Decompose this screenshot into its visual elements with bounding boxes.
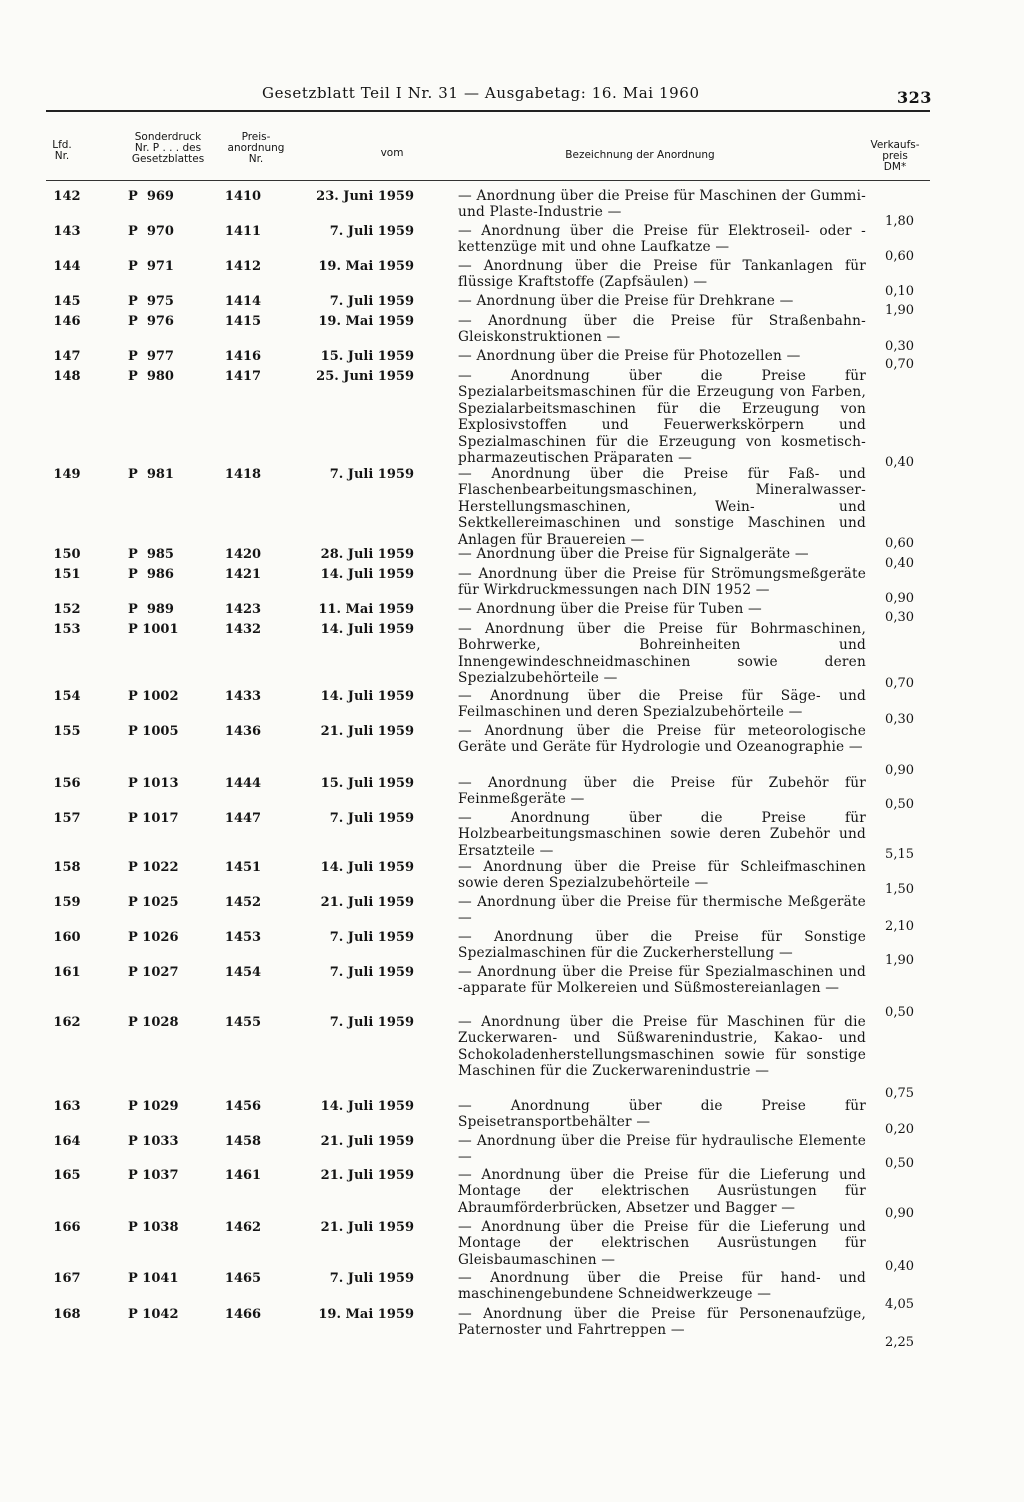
column-header-preisanordnung: Preis- anordnung Nr. xyxy=(227,131,285,165)
price-cell: 2,10 xyxy=(885,919,914,934)
row-number: 162 xyxy=(53,1015,81,1030)
date-cell: 7. Juli 1959 xyxy=(329,930,414,945)
ordinance-description: — Anordnung über die Preise für Speisetransportbehälter — xyxy=(458,1098,866,1131)
ordinance-description: — Anordnung über die Preise für Signalgeräte — xyxy=(458,546,809,562)
date-cell: 11. Mai 1959 xyxy=(318,602,414,617)
row-number: 161 xyxy=(53,965,81,980)
date-cell: 14. Juli 1959 xyxy=(320,860,414,875)
sonderdruck-number: P 1037 xyxy=(128,1168,179,1183)
sonderdruck-number: P 1002 xyxy=(128,689,179,704)
price-cell: 0,40 xyxy=(885,455,914,470)
preisanordnung-number: 1418 xyxy=(224,467,262,482)
page-number: 323 xyxy=(897,88,932,107)
sonderdruck-number: P 1027 xyxy=(128,965,179,980)
date-cell: 21. Juli 1959 xyxy=(320,1168,414,1183)
sonderdruck-number: P 1001 xyxy=(128,622,179,637)
date-cell: 7. Juli 1959 xyxy=(329,965,414,980)
sonderdruck-number: P 1029 xyxy=(128,1099,179,1114)
date-cell: 19. Mai 1959 xyxy=(318,259,414,274)
row-number: 154 xyxy=(53,689,81,704)
price-cell: 0,40 xyxy=(885,1259,914,1274)
sonderdruck-number: P 969 xyxy=(128,189,174,204)
preisanordnung-number: 1411 xyxy=(224,224,262,239)
sonderdruck-number: P 1038 xyxy=(128,1220,179,1235)
ordinance-description: — Anordnung über die Preise für Straßenbahn-Gleiskonstruktionen — xyxy=(458,313,866,346)
date-cell: 7. Juli 1959 xyxy=(329,1271,414,1286)
price-cell: 0,75 xyxy=(885,1086,914,1101)
row-number: 167 xyxy=(53,1271,81,1286)
sonderdruck-number: P 980 xyxy=(128,369,174,384)
row-number: 168 xyxy=(53,1307,81,1322)
ordinance-description: — Anordnung über die Preise für die Lieferung und Montage der elektrischen Ausrüstungen für Abraumförderbrücken, Absetzer und Bagger — xyxy=(458,1167,866,1216)
row-number: 146 xyxy=(53,314,81,329)
sonderdruck-number: P 1041 xyxy=(128,1271,179,1286)
sonderdruck-number: P 989 xyxy=(128,602,174,617)
column-header-bezeichnung: Bezeichnung der Anordnung xyxy=(565,149,715,161)
sonderdruck-number: P 1005 xyxy=(128,724,179,739)
preisanordnung-number: 1461 xyxy=(224,1168,262,1183)
row-number: 143 xyxy=(53,224,81,239)
sonderdruck-number: P 985 xyxy=(128,547,174,562)
price-cell: 0,30 xyxy=(885,610,914,625)
row-number: 166 xyxy=(53,1220,81,1235)
row-number: 153 xyxy=(53,622,81,637)
preisanordnung-number: 1414 xyxy=(224,294,262,309)
price-cell: 0,50 xyxy=(885,797,914,812)
ordinance-description: — Anordnung über die Preise für Drehkrane — xyxy=(458,293,794,309)
price-cell: 0,70 xyxy=(885,676,914,691)
preisanordnung-number: 1453 xyxy=(224,930,262,945)
preisanordnung-number: 1436 xyxy=(224,724,262,739)
ordinance-description: — Anordnung über die Preise für Bohrmaschinen, Bohrwerke, Bohreinheiten und Innengewindeschneidmaschinen sowie deren Spezialzubehörteile — xyxy=(458,621,866,687)
ordinance-description: — Anordnung über die Preise für Spezialarbeitsmaschinen für die Erzeugung von Farben, Spezialarbeitsmaschinen für die Erzeugung von Explosivstoffen und Feuerwerkskörpern und Spezialmaschinen für die Erzeugung von kosmetisch-pharmazeutischen Präparaten — xyxy=(458,368,866,467)
column-header-vom: vom xyxy=(380,147,404,159)
preisanordnung-number: 1452 xyxy=(224,895,262,910)
date-cell: 7. Juli 1959 xyxy=(329,467,414,482)
sonderdruck-number: P 1017 xyxy=(128,811,179,826)
ordinance-description: — Anordnung über die Preise für Spezialmaschinen und -apparate für Molkereien und Süßmostereianlagen — xyxy=(458,964,866,997)
preisanordnung-number: 1410 xyxy=(224,189,262,204)
row-number: 158 xyxy=(53,860,81,875)
date-cell: 14. Juli 1959 xyxy=(320,622,414,637)
ordinance-description: — Anordnung über die Preise für Zubehör für Feinmeßgeräte — xyxy=(458,775,866,808)
price-cell: 0,10 xyxy=(885,284,914,299)
date-cell: 7. Juli 1959 xyxy=(329,224,414,239)
ordinance-description: — Anordnung über die Preise für Faß- und Flaschenbearbeitungsmaschinen, Mineralwasser-Herstellungsmaschinen, Wein- und Sektkellereimaschinen und sonstige Maschinen und Anlagen für Brauereien — xyxy=(458,466,866,548)
row-number: 142 xyxy=(53,189,81,204)
date-cell: 7. Juli 1959 xyxy=(329,1015,414,1030)
sonderdruck-number: P 1028 xyxy=(128,1015,179,1030)
row-number: 147 xyxy=(53,349,81,364)
preisanordnung-number: 1447 xyxy=(224,811,262,826)
date-cell: 21. Juli 1959 xyxy=(320,724,414,739)
preisanordnung-number: 1423 xyxy=(224,602,262,617)
date-cell: 21. Juli 1959 xyxy=(320,1134,414,1149)
preisanordnung-number: 1444 xyxy=(224,776,262,791)
price-cell: 4,05 xyxy=(885,1297,914,1312)
preisanordnung-number: 1456 xyxy=(224,1099,262,1114)
row-number: 155 xyxy=(53,724,81,739)
ordinance-description: — Anordnung über die Preise für Elektroseil- oder -kettenzüge mit und ohne Laufkatze — xyxy=(458,223,866,256)
row-number: 159 xyxy=(53,895,81,910)
ordinance-description: — Anordnung über die Preise für Sonstige Spezialmaschinen für die Zuckerherstellung — xyxy=(458,929,866,962)
ordinance-description: — Anordnung über die Preise für hydraulische Elemente — xyxy=(458,1133,866,1166)
price-cell: 1,80 xyxy=(885,214,914,229)
sonderdruck-number: P 1033 xyxy=(128,1134,179,1149)
preisanordnung-number: 1462 xyxy=(224,1220,262,1235)
sonderdruck-number: P 970 xyxy=(128,224,174,239)
row-number: 160 xyxy=(53,930,81,945)
date-cell: 25. Juni 1959 xyxy=(316,369,414,384)
sonderdruck-number: P 975 xyxy=(128,294,174,309)
date-cell: 15. Juli 1959 xyxy=(320,776,414,791)
sonderdruck-number: P 1013 xyxy=(128,776,179,791)
price-cell: 1,90 xyxy=(885,303,914,318)
preisanordnung-number: 1465 xyxy=(224,1271,262,1286)
row-number: 148 xyxy=(53,369,81,384)
ordinance-description: — Anordnung über die Preise für Personenaufzüge, Paternoster und Fahrtreppen — xyxy=(458,1306,866,1339)
row-number: 165 xyxy=(53,1168,81,1183)
date-cell: 7. Juli 1959 xyxy=(329,811,414,826)
ordinance-description: — Anordnung über die Preise für Tuben — xyxy=(458,601,762,617)
preisanordnung-number: 1432 xyxy=(224,622,262,637)
date-cell: 19. Mai 1959 xyxy=(318,314,414,329)
ordinance-description: — Anordnung über die Preise für Schleifmaschinen sowie deren Spezialzubehörteile — xyxy=(458,859,866,892)
price-cell: 0,60 xyxy=(885,249,914,264)
column-header-lfd-nr: Lfd. Nr. xyxy=(52,139,72,162)
sonderdruck-number: P 971 xyxy=(128,259,174,274)
sonderdruck-number: P 977 xyxy=(128,349,174,364)
sonderdruck-number: P 981 xyxy=(128,467,174,482)
sonderdruck-number: P 1026 xyxy=(128,930,179,945)
date-cell: 14. Juli 1959 xyxy=(320,1099,414,1114)
ordinance-description: — Anordnung über die Preise für Maschinen für die Zuckerwaren- und Süßwarenindustrie, Kakao- und Schokoladenherstellungsmaschinen sowie für sonstige Maschinen für die Zuckerwarenindustrie — xyxy=(458,1014,866,1080)
preisanordnung-number: 1433 xyxy=(224,689,262,704)
price-cell: 0,20 xyxy=(885,1122,914,1137)
price-cell: 0,30 xyxy=(885,712,914,727)
price-cell: 0,90 xyxy=(885,763,914,778)
sonderdruck-number: P 986 xyxy=(128,567,174,582)
preisanordnung-number: 1466 xyxy=(224,1307,262,1322)
ordinance-description: — Anordnung über die Preise für Holzbearbeitungsmaschinen sowie deren Zubehör und Ersatzteile — xyxy=(458,810,866,859)
ordinance-description: — Anordnung über die Preise für die Lieferung und Montage der elektrischen Ausrüstungen für Gleisbaumaschinen — xyxy=(458,1219,866,1268)
price-cell: 0,90 xyxy=(885,1206,914,1221)
preisanordnung-number: 1455 xyxy=(224,1015,262,1030)
preisanordnung-number: 1412 xyxy=(224,259,262,274)
row-number: 144 xyxy=(53,259,81,274)
ordinance-description: — Anordnung über die Preise für Photozellen — xyxy=(458,348,801,364)
ordinance-description: — Anordnung über die Preise für thermische Meßgeräte — xyxy=(458,894,866,927)
column-header-verkaufspreis: Verkaufs- preis DM* xyxy=(870,139,920,173)
ordinance-description: — Anordnung über die Preise für meteorologische Geräte und Geräte für Hydrologie und Ozeanographie — xyxy=(458,723,866,756)
price-cell: 0,40 xyxy=(885,556,914,571)
date-cell: 21. Juli 1959 xyxy=(320,895,414,910)
preisanordnung-number: 1416 xyxy=(224,349,262,364)
preisanordnung-number: 1458 xyxy=(224,1134,262,1149)
price-cell: 5,15 xyxy=(885,847,914,862)
ordinance-description: — Anordnung über die Preise für hand- und maschinengebundene Schneidwerkzeuge — xyxy=(458,1270,866,1303)
price-cell: 0,50 xyxy=(885,1156,914,1171)
price-cell: 0,30 xyxy=(885,339,914,354)
price-cell: 1,50 xyxy=(885,882,914,897)
date-cell: 14. Juli 1959 xyxy=(320,689,414,704)
price-cell: 1,90 xyxy=(885,953,914,968)
sonderdruck-number: P 1025 xyxy=(128,895,179,910)
preisanordnung-number: 1417 xyxy=(224,369,262,384)
row-number: 151 xyxy=(53,567,81,582)
row-number: 164 xyxy=(53,1134,81,1149)
column-header-sonderdruck: Sonderdruck Nr. P . . . des Gesetzblattes xyxy=(131,131,205,165)
date-cell: 15. Juli 1959 xyxy=(320,349,414,364)
row-number: 149 xyxy=(53,467,81,482)
preisanordnung-number: 1421 xyxy=(224,567,262,582)
price-cell: 2,25 xyxy=(885,1335,914,1350)
date-cell: 28. Juli 1959 xyxy=(320,547,414,562)
date-cell: 21. Juli 1959 xyxy=(320,1220,414,1235)
price-cell: 0,70 xyxy=(885,357,914,372)
date-cell: 14. Juli 1959 xyxy=(320,567,414,582)
ordinance-description: — Anordnung über die Preise für Tankanlagen für flüssige Kraftstoffe (Zapfsäulen) — xyxy=(458,258,866,291)
sonderdruck-number: P 976 xyxy=(128,314,174,329)
date-cell: 23. Juni 1959 xyxy=(316,189,414,204)
preisanordnung-number: 1415 xyxy=(224,314,262,329)
preisanordnung-number: 1420 xyxy=(224,547,262,562)
date-cell: 7. Juli 1959 xyxy=(329,294,414,309)
row-number: 156 xyxy=(53,776,81,791)
running-head: Gesetzblatt Teil I Nr. 31 — Ausgabetag: 16. Mai 1960 xyxy=(262,84,700,102)
price-cell: 0,60 xyxy=(885,536,914,551)
row-number: 150 xyxy=(53,547,81,562)
ordinance-description: — Anordnung über die Preise für Strömungsmeßgeräte für Wirkdruckmessungen nach DIN 1952 — xyxy=(458,566,866,599)
ordinance-description: — Anordnung über die Preise für Säge- und Feilmaschinen und deren Spezialzubehörteile — xyxy=(458,688,866,721)
ordinance-description: — Anordnung über die Preise für Maschinen der Gummi- und Plaste-Industrie — xyxy=(458,188,866,221)
row-number: 157 xyxy=(53,811,81,826)
row-number: 145 xyxy=(53,294,81,309)
price-cell: 0,90 xyxy=(885,591,914,606)
preisanordnung-number: 1454 xyxy=(224,965,262,980)
preisanordnung-number: 1451 xyxy=(224,860,262,875)
date-cell: 19. Mai 1959 xyxy=(318,1307,414,1322)
price-cell: 0,50 xyxy=(885,1005,914,1020)
sonderdruck-number: P 1042 xyxy=(128,1307,179,1322)
row-number: 163 xyxy=(53,1099,81,1114)
row-number: 152 xyxy=(53,602,81,617)
sonderdruck-number: P 1022 xyxy=(128,860,179,875)
